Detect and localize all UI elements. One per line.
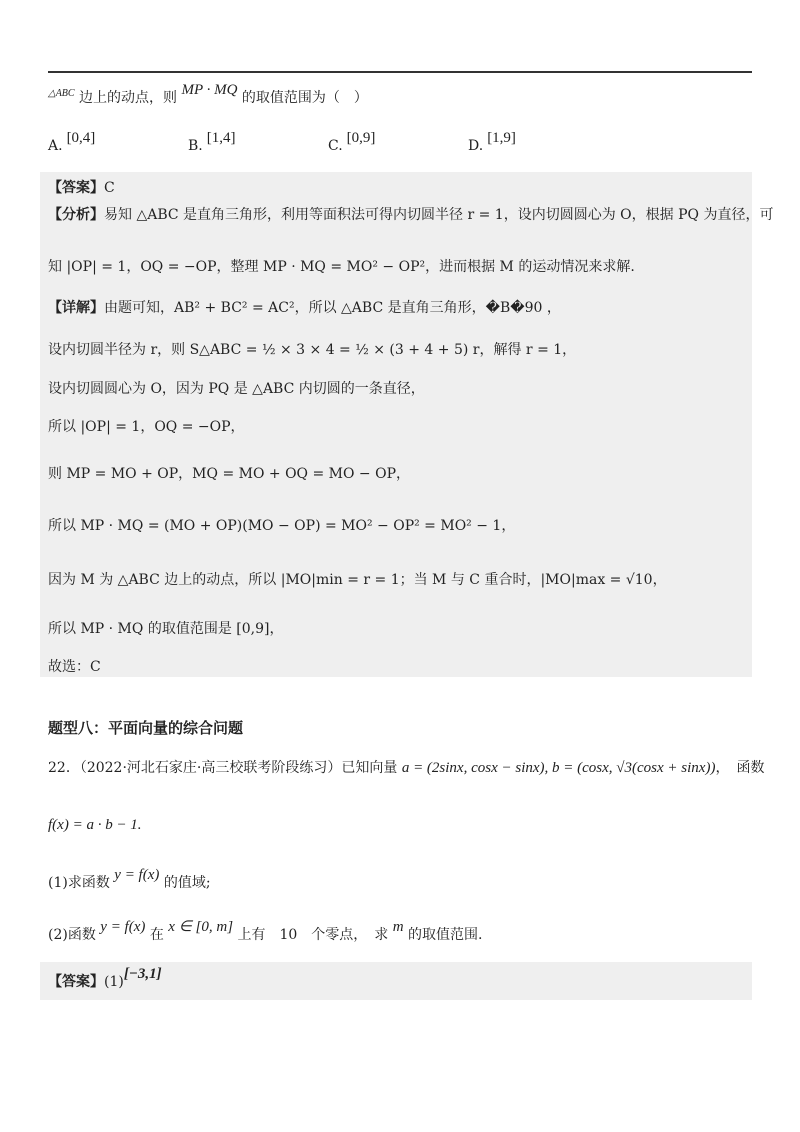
part2-interval: x ∈ [0, m] <box>168 919 234 935</box>
option-letter: C. <box>328 138 343 154</box>
q21-expression: MP · MQ <box>181 82 238 98</box>
part2-mid1: 在 <box>145 927 169 943</box>
header-rule <box>48 71 752 73</box>
q22-func-expr: f(x) = a · b − 1. <box>48 817 142 833</box>
part2-var: m <box>392 919 404 935</box>
q22-part-1 <box>48 867 211 893</box>
q21-detail-line-1 <box>48 298 561 318</box>
q21-detail-line-2: 设内切圆半径为 r，则 S△ABC = ½ × 3 × 4 = ½ × (3 + 4 + 5) r，解得 r = 1， <box>48 342 577 358</box>
answer-value: C <box>104 180 115 196</box>
part2-suffix: 的取值范围. <box>403 927 483 943</box>
part1-suffix: 的值域; <box>159 875 211 891</box>
q22-func-word: ， 函数 <box>715 760 765 776</box>
option-letter: D. <box>468 138 484 154</box>
q21-detail-line-4: 所以 |OP| = 1，OQ = −OP， <box>48 419 245 435</box>
q22-vectors: a = (2sinx, cosx − sinx), b = (cosx, √3(cosx + sinx)) <box>401 760 716 776</box>
q21-analysis-line-2: 知 |OP| = 1，OQ = −OP，整理 MP · MQ = MO² − OP²，进而根据 M 的运动情况来求解. <box>48 259 635 275</box>
q21-option-a[interactable] <box>48 130 96 156</box>
answer-label: 【答案】 <box>48 180 104 196</box>
q21-detail-line-6: 所以 MP · MQ = (MO + OP)(MO − OP) = MO² − OP² = MO² − 1， <box>48 518 516 534</box>
q21-triangle: △ABC <box>48 88 75 99</box>
part1-prefix: (1)求函数 <box>48 875 115 891</box>
q22-part-2 <box>48 919 483 945</box>
option-value: [1,9] <box>487 130 516 146</box>
q21-option-d[interactable] <box>468 130 516 156</box>
q21-option-b[interactable] <box>188 130 236 156</box>
q22-number: 22． <box>48 760 80 776</box>
part2-expr: y = f(x) <box>100 919 146 935</box>
part2-prefix: (2)函数 <box>48 927 101 943</box>
option-value: [0,9] <box>346 130 376 146</box>
answer-label: 【答案】 <box>48 974 104 990</box>
q21-detail-line-3: 设内切圆圆心为 O，因为 PQ 是 △ABC 内切圆的一条直径， <box>48 381 425 397</box>
q21-analysis-line-1 <box>48 205 773 225</box>
option-value: [1,4] <box>206 130 236 146</box>
q21-stem-text: 边上的动点，则 <box>74 90 182 106</box>
part1-expr: y = f(x) <box>114 867 160 883</box>
answer-value: [−3,1] <box>123 966 162 982</box>
q21-detail-line-8: 所以 MP · MQ 的取值范围是 [0,9]， <box>48 621 284 637</box>
q21-stem-tail: 的取值范围为（ ） <box>237 90 368 106</box>
part2-mid2: 上有 10 个零点， 求 <box>233 927 393 943</box>
detail-label: 【详解】 <box>48 300 104 316</box>
option-letter: B. <box>188 138 203 154</box>
q21-stem <box>48 82 368 110</box>
option-value: [0,4] <box>66 130 96 146</box>
q22-function-definition <box>48 815 142 835</box>
q22-stem <box>48 758 764 778</box>
q21-detail-line-5: 则 MP = MO + OP，MQ = MO + OQ = MO − OP， <box>48 466 410 482</box>
option-letter: A. <box>48 138 63 154</box>
analysis-label: 【分析】 <box>48 207 104 223</box>
q22-answer <box>48 966 162 992</box>
q22-source: （2022·河北石家庄·高三校联考阶段练习）已知向量 <box>79 760 402 776</box>
section-title: 题型八：平面向量的综合问题 <box>48 719 244 737</box>
q21-detail-line-7: 因为 M 为 △ABC 边上的动点，所以 |MO|min = r = 1；当 M 与 C 重合时，|MO|max = √10， <box>48 572 667 588</box>
answer-part: (1) <box>104 974 124 990</box>
q21-detail-line-9: 故选：C <box>48 659 101 675</box>
q21-answer <box>48 178 115 198</box>
q21-option-c[interactable] <box>328 130 376 156</box>
analysis-text: 易知 △ABC 是直角三角形，利用等面积法可得内切圆半径 r = 1，设内切圆圆心为 O，根据 PQ 为直径，可 <box>104 207 774 223</box>
detail-text: 由题可知，AB² + BC² = AC²，所以 △ABC 是直角三角形，�B�90 ， <box>104 300 561 316</box>
